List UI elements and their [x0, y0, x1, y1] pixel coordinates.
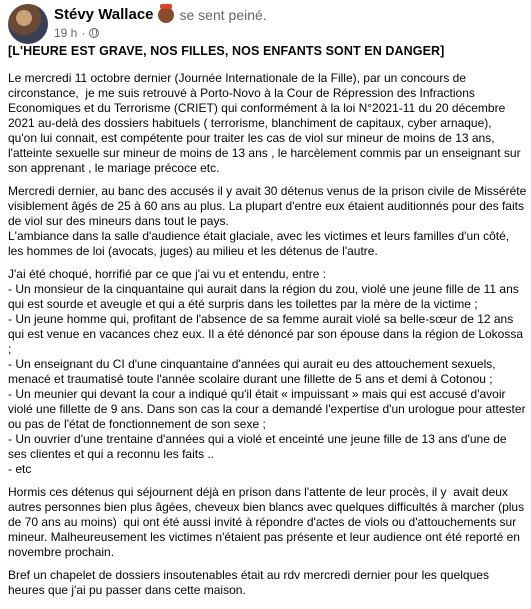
sad-face-emoji-icon — [158, 7, 174, 23]
paragraph-3: J'ai été choqué, horrifié par ce que j'ai vu et entendu, entre : - Un monsieur de la cinquantaine qui aurait dans la région du zou, violé une jeune fille de 11 ans qui est sourde et aveugle et qui a été surpris dans les toilettes par la mère de la victime ; - Un jeune homme qui, profitant de l'absence de sa femme aurait violé sa belle-sœur de 12 ans qui est venue en vacances chez eux. Il a été dénoncé par son épouse dans la région de Lokossa ; - Un enseignant du CI d'une cinquantaine d'années qui aurait eu des attouchement sexuels, menacé et traumatisé toute l'année scolaire durant une fillette de 5 ans et demi à Cotonou ; - Un meunier qui devant la cour a indiqué qu'il était « impuissant » mais qui est accusé d'avoir violé une fillette de 9 ans. Dans son cas la cour a demandé l'expertise d'un urologue pour attester ou pas de l'état de fonctionnement de son sexe ; - Un ouvrier d'une trentaine d'années qui a violé et enceinté une jeune fille de 13 ans d'une de ses clientes et qui a reconnu les faits .. - etc — [8, 267, 526, 476]
feeling-status: se sent peiné. — [179, 7, 267, 23]
author-line — [54, 6, 267, 24]
post-header — [8, 4, 267, 40]
paragraph-5: Bref un chapelet de dossiers insoutenables était au rdv mercredi dernier pour les quelques heures que j'ai pu passer dans cette maison. — [8, 568, 493, 597]
avatar[interactable] — [8, 4, 48, 44]
post-time[interactable]: 19 h — [54, 26, 78, 40]
post-meta — [54, 25, 267, 41]
paragraph-1: Le mercredi 11 octobre dernier (Journée Internationale de la Fille), par un concours de circonstance, je me suis retrouvé à Porto-Novo à la Cour de Répression des Infractions Economiques et du Terrorisme (CRIET) qui conformément à la loi N°2021-11 du 20 décembre 2021 au-delà des dossiers habituels ( terrorisme, blanchiment de capitaux, cyber arnaque), qu'on lui connait, est compétente pour traiter les cas de viol sur mineur de moins de 13 ans, l'atteinte sexuelle sur mineur de moins de 13 ans , le harcèlement commis par un enseignant sur son apprenant , le mariage précoce etc. — [8, 71, 524, 175]
separator: · — [81, 26, 86, 40]
post-title: [L'HEURE EST GRAVE, NOS FILLES, NOS ENFANTS SONT EN DANGER] — [8, 44, 445, 58]
paragraph-4: Hormis ces détenus qui séjournent déjà en prison dans l'attente de leur procès, il y avait deux autres personnes bien plus âgées, cheveux bien blancs avec quelques difficultés à marcher (plus de 70 ans au moins) qui ont été aussi invité à répondre d'actes de viols ou d'attouchements sur mineur. Malheureusement les victimes n'étaient pas présente et leur audience ont été reporté en novembre prochain. — [8, 485, 528, 559]
author-name[interactable]: Stévy Wallace — [54, 6, 154, 23]
post-body — [8, 44, 527, 606]
paragraph-2: Mercredi dernier, au banc des accusés il y avait 30 détenus venus de la prison civile de Misséréte visiblement âgés de 25 à 60 ans au plus. La plupart d'entre eux étaient auditionnés pour des faits de viol sur des mineurs dans tout le pays. L'ambiance dans la salle d'audience était glaciale, avec les victimes et leurs familles d'un côté, les hommes de loi (avocats, juges) au milieu et les détenus de l'autre. — [8, 184, 527, 258]
header-text — [54, 6, 267, 41]
globe-icon[interactable] — [89, 28, 99, 38]
